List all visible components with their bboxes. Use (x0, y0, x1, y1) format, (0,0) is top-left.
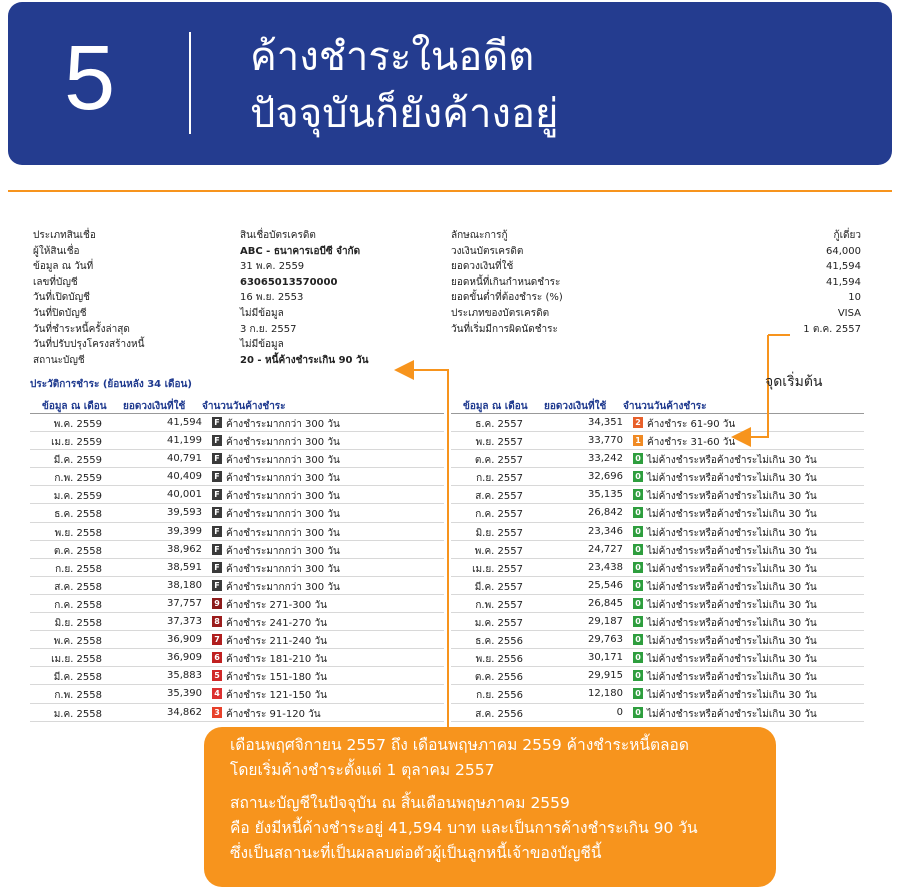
info-value: 31 พ.ค. 2559 (240, 261, 305, 273)
row-status: ค้างชำระ 211-240 วัน (226, 636, 327, 648)
status-code-badge: 0 (633, 544, 643, 555)
row-month: มิ.ย. 2557 (475, 527, 523, 539)
info-value: VISA (837, 307, 861, 319)
table-row (451, 414, 864, 432)
info-row (451, 322, 861, 338)
row-status: ไม่ค้างชำระหรือค้างชำระไม่เกิน 30 วัน (647, 581, 817, 593)
table-row (30, 577, 444, 595)
row-amount: 35,883 (167, 670, 202, 682)
header-month: ข้อมูล ณ เดือน (463, 401, 528, 412)
status-code-badge: F (212, 580, 222, 591)
table-row (451, 577, 864, 595)
callout-line5: ซึ่งเป็นสถานะที่เป็นผลลบต่อตัวผู้เป็นลูกหนี้เจ้าของบัญชีนี้ (230, 844, 602, 862)
table-row (30, 432, 444, 450)
row-amount: 33,242 (588, 453, 623, 465)
info-label: เลขที่บัญชี (33, 276, 78, 288)
header-status: จำนวนวันค้างชำระ (202, 401, 286, 412)
table-row (30, 595, 444, 613)
row-amount: 33,770 (588, 435, 623, 447)
status-code-badge: F (212, 453, 222, 464)
info-row (451, 259, 861, 275)
status-code-badge: 0 (633, 707, 643, 718)
row-amount: 32,696 (588, 471, 623, 483)
status-code-badge: 0 (633, 580, 643, 591)
orange-divider (8, 190, 892, 192)
info-value: 41,594 (826, 276, 861, 288)
status-code-badge: 6 (212, 652, 222, 663)
info-value: สินเชื่อบัตรเครดิต (240, 230, 316, 241)
row-month: ต.ค. 2556 (474, 672, 523, 684)
info-value: ABC - ธนาคารเอบีซี จำกัด (240, 245, 361, 257)
table-row (451, 523, 864, 541)
info-row (451, 228, 861, 244)
row-amount: 0 (616, 706, 623, 718)
row-amount: 41,594 (167, 417, 202, 428)
row-amount: 35,135 (588, 489, 623, 501)
info-label: วันที่ชำระหนี้ครั้งล่าสุด (33, 323, 130, 335)
table-row (30, 450, 444, 468)
row-amount: 36,909 (167, 652, 202, 664)
row-amount: 39,593 (167, 507, 202, 519)
callout-line3: สถานะบัญชีในปัจจุบัน ณ สิ้นเดือนพฤษภาคม 2559 (230, 794, 570, 812)
row-month: เม.ย. 2558 (51, 654, 102, 666)
row-status: ไม่ค้างชำระหรือค้างชำระไม่เกิน 30 วัน (647, 690, 817, 702)
row-month: ส.ค. 2557 (475, 491, 523, 503)
row-month: พ.ย. 2557 (475, 437, 523, 449)
row-status: ไม่ค้างชำระหรือค้างชำระไม่เกิน 30 วัน (647, 563, 817, 575)
status-code-badge: 0 (633, 616, 643, 627)
info-value: ไม่มีข้อมูล (240, 339, 284, 351)
status-code-badge: 1 (633, 435, 643, 446)
info-label: วงเงินบัตรเครดิต (451, 245, 524, 257)
status-code-badge: 0 (633, 507, 643, 518)
start-point-label: จุดเริ่มต้น (765, 374, 823, 390)
table-row (451, 685, 864, 703)
row-month: ก.ย. 2557 (476, 473, 523, 485)
info-value: 41,594 (826, 261, 861, 273)
table-row (30, 486, 444, 504)
title-banner (8, 2, 892, 165)
row-month: ส.ค. 2556 (475, 708, 523, 720)
table-row (30, 704, 444, 722)
row-status: ค้างชำระ 61-90 วัน (647, 419, 736, 430)
status-code-badge: 0 (633, 688, 643, 699)
status-code-badge: 5 (212, 670, 222, 681)
callout-line1: เดือนพฤศจิกายน 2557 ถึง เดือนพฤษภาคม 2559 ค้างชำระหนี้ตลอด (230, 736, 689, 754)
row-amount: 29,915 (588, 670, 623, 682)
row-status: ค้างชำระมากกว่า 300 วัน (226, 419, 340, 430)
status-code-badge: 4 (212, 688, 222, 699)
row-month: ธ.ค. 2557 (475, 419, 523, 430)
summary-callout (204, 727, 776, 887)
info-label: วันที่ปิดบัญชี (33, 307, 87, 319)
row-status: ค้างชำระมากกว่า 300 วัน (226, 437, 340, 449)
table-row (451, 504, 864, 522)
row-month: พ.ย. 2556 (475, 654, 523, 666)
row-amount: 26,842 (588, 507, 623, 519)
row-amount: 24,727 (588, 543, 623, 555)
table-row (451, 486, 864, 504)
status-code-badge: 0 (633, 598, 643, 609)
table-row (30, 523, 444, 541)
status-code-badge: F (212, 417, 222, 428)
info-row (33, 322, 433, 338)
table-row (30, 468, 444, 486)
table-row (30, 613, 444, 631)
row-status: ค้างชำระมากกว่า 300 วัน (226, 545, 340, 557)
status-code-badge: F (212, 489, 222, 500)
table-header (451, 393, 864, 414)
info-row (33, 259, 433, 275)
info-value: 63065013570000 (240, 276, 338, 288)
banner-divider (189, 32, 191, 134)
info-row (33, 353, 433, 369)
row-month: ต.ค. 2557 (474, 455, 523, 467)
table-header (30, 393, 444, 414)
row-month: พ.ค. 2558 (53, 636, 102, 648)
section-number: 5 (64, 27, 116, 129)
row-amount: 34,862 (167, 706, 202, 718)
info-row (33, 290, 433, 306)
callout-line4: คือ ยังมีหนี้ค้างชำระอยู่ 41,594 บาท และเป็นการค้างชำระเกิน 90 วัน (230, 819, 698, 837)
row-month: ม.ค. 2558 (53, 708, 102, 720)
info-value: 1 ต.ค. 2557 (803, 323, 861, 335)
row-amount: 37,373 (167, 616, 202, 628)
row-status: ไม่ค้างชำระหรือค้างชำระไม่เกิน 30 วัน (647, 708, 817, 720)
row-month: พ.ย. 2558 (54, 527, 102, 539)
header-amount: ยอดวงเงินที่ใช้ (544, 401, 607, 412)
row-amount: 38,180 (167, 579, 202, 591)
table-row (451, 559, 864, 577)
info-value: กู้เดี่ยว (833, 230, 861, 241)
row-amount: 25,546 (588, 579, 623, 591)
info-label: ประเภทสินเชื่อ (33, 230, 96, 241)
row-status: ไม่ค้างชำระหรือค้างชำระไม่เกิน 30 วัน (647, 509, 817, 521)
info-label: วันที่ปรับปรุงโครงสร้างหนี้ (33, 339, 145, 351)
banner-title-line1: ค้างชำระในอดีต (250, 34, 535, 80)
table-row (30, 504, 444, 522)
row-status: ไม่ค้างชำระหรือค้างชำระไม่เกิน 30 วัน (647, 672, 817, 684)
info-label: ผู้ให้สินเชื่อ (33, 245, 80, 257)
status-code-badge: 0 (633, 670, 643, 681)
info-value: 3 ก.ย. 2557 (240, 323, 297, 335)
header-month: ข้อมูล ณ เดือน (42, 401, 107, 412)
status-code-badge: 2 (633, 417, 643, 428)
row-amount: 40,791 (167, 453, 202, 465)
info-row (33, 244, 433, 260)
info-label: สถานะบัญชี (33, 354, 85, 366)
row-month: มี.ค. 2559 (53, 455, 102, 467)
row-status: ไม่ค้างชำระหรือค้างชำระไม่เกิน 30 วัน (647, 654, 817, 666)
row-status: ค้างชำระมากกว่า 300 วัน (226, 455, 340, 467)
row-month: มี.ค. 2558 (53, 672, 102, 684)
info-row (33, 306, 433, 322)
row-amount: 37,757 (167, 597, 202, 609)
row-amount: 26,845 (588, 597, 623, 609)
table-row (30, 414, 444, 432)
row-amount: 38,962 (167, 543, 202, 555)
row-month: ก.ค. 2557 (475, 509, 523, 521)
info-label: ข้อมูล ณ วันที่ (33, 261, 94, 273)
status-code-badge: 9 (212, 598, 222, 609)
row-month: ธ.ค. 2558 (54, 509, 102, 521)
banner-title-line2: ปัจจุบันก็ยังค้างอยู่ (250, 91, 559, 137)
row-status: ค้างชำระ 31-60 วัน (647, 437, 736, 449)
status-code-badge: F (212, 507, 222, 518)
status-code-badge: 0 (633, 562, 643, 573)
info-value: 20 - หนี้ค้างชำระเกิน 90 วัน (240, 354, 369, 366)
row-status: ค้างชำระ 151-180 วัน (226, 672, 327, 684)
row-amount: 39,399 (167, 525, 202, 537)
row-month: มิ.ย. 2558 (54, 618, 102, 630)
row-month: พ.ค. 2559 (53, 419, 102, 430)
table-row (451, 631, 864, 649)
info-row (451, 290, 861, 306)
status-code-badge: 0 (633, 453, 643, 464)
row-status: ไม่ค้างชำระหรือค้างชำระไม่เกิน 30 วัน (647, 455, 817, 467)
row-status: ค้างชำระ 121-150 วัน (226, 690, 327, 702)
row-status: ไม่ค้างชำระหรือค้างชำระไม่เกิน 30 วัน (647, 491, 817, 503)
row-status: ไม่ค้างชำระหรือค้างชำระไม่เกิน 30 วัน (647, 473, 817, 485)
table-row (451, 613, 864, 631)
row-month: ก.พ. 2558 (54, 690, 102, 702)
status-code-badge: F (212, 526, 222, 537)
row-amount: 34,351 (588, 417, 623, 428)
row-month: พ.ค. 2557 (474, 545, 523, 557)
history-title: ประวัติการชำระ (ย้อนหลัง 34 เดือน) (30, 379, 192, 390)
info-label: ยอดหนี้ที่เกินกำหนดชำระ (451, 276, 561, 288)
table-row (30, 541, 444, 559)
row-status: ค้างชำระ 91-120 วัน (226, 708, 321, 720)
table-row (30, 559, 444, 577)
status-code-badge: F (212, 471, 222, 482)
table-row (451, 649, 864, 667)
info-label: ยอดขั้นต่ำที่ต้องชำระ (%) (451, 292, 563, 304)
row-month: ม.ค. 2557 (474, 618, 523, 630)
row-status: ค้างชำระมากกว่า 300 วัน (226, 473, 340, 485)
row-status: ค้างชำระมากกว่า 300 วัน (226, 509, 340, 521)
status-code-badge: 3 (212, 707, 222, 718)
row-month: ก.พ. 2559 (54, 473, 102, 485)
row-month: ม.ค. 2559 (53, 491, 102, 503)
table-row (30, 649, 444, 667)
row-month: เม.ย. 2557 (472, 563, 523, 575)
table-row (451, 541, 864, 559)
row-amount: 30,171 (588, 652, 623, 664)
status-code-badge: 7 (212, 634, 222, 645)
row-status: ค้างชำระ 181-210 วัน (226, 654, 327, 666)
row-month: ก.ย. 2558 (55, 563, 102, 575)
status-code-badge: 0 (633, 526, 643, 537)
row-amount: 35,390 (167, 688, 202, 700)
row-month: ก.พ. 2557 (475, 599, 523, 611)
row-status: ค้างชำระมากกว่า 300 วัน (226, 563, 340, 575)
table-row (451, 704, 864, 722)
header-amount: ยอดวงเงินที่ใช้ (123, 401, 186, 412)
status-code-badge: F (212, 544, 222, 555)
account-info-right (451, 228, 861, 337)
info-value: 64,000 (826, 245, 861, 257)
status-code-badge: 0 (633, 634, 643, 645)
account-info-left (33, 228, 433, 368)
table-row (451, 468, 864, 486)
row-amount: 36,909 (167, 634, 202, 646)
history-table-left (30, 393, 444, 722)
row-amount: 12,180 (588, 688, 623, 700)
row-month: ก.ค. 2558 (54, 599, 102, 611)
row-status: ค้างชำระมากกว่า 300 วัน (226, 491, 340, 503)
info-row (33, 275, 433, 291)
row-amount: 23,438 (588, 561, 623, 573)
row-amount: 23,346 (588, 525, 623, 537)
table-row (30, 667, 444, 685)
info-label: วันที่เริ่มมีการผิดนัดชำระ (451, 323, 558, 335)
info-label: ลักษณะการกู้ (451, 230, 508, 241)
row-amount: 29,763 (588, 634, 623, 646)
info-row (451, 275, 861, 291)
row-status: ค้างชำระ 271-300 วัน (226, 599, 327, 611)
row-status: ค้างชำระมากกว่า 300 วัน (226, 527, 340, 539)
row-status: ไม่ค้างชำระหรือค้างชำระไม่เกิน 30 วัน (647, 599, 817, 611)
row-amount: 40,409 (167, 471, 202, 483)
status-code-badge: 8 (212, 616, 222, 627)
row-month: ธ.ค. 2556 (475, 636, 523, 648)
info-label: ยอดวงเงินที่ใช้ (451, 261, 514, 273)
row-month: มี.ค. 2557 (474, 581, 523, 593)
info-row (451, 306, 861, 322)
status-code-badge: F (212, 435, 222, 446)
row-amount: 38,591 (167, 561, 202, 573)
table-row (451, 667, 864, 685)
info-row (451, 244, 861, 260)
info-value: 10 (848, 292, 861, 304)
row-month: เม.ย. 2559 (51, 437, 102, 449)
status-code-badge: F (212, 562, 222, 573)
callout-line2: โดยเริ่มค้างชำระตั้งแต่ 1 ตุลาคม 2557 (230, 761, 495, 779)
row-status: ไม่ค้างชำระหรือค้างชำระไม่เกิน 30 วัน (647, 527, 817, 539)
status-code-badge: 0 (633, 652, 643, 663)
table-row (30, 685, 444, 703)
info-label: ประเภทของบัตรเครดิต (451, 307, 550, 319)
row-amount: 29,187 (588, 616, 623, 628)
row-status: ค้างชำระ 241-270 วัน (226, 618, 327, 630)
row-status: ค้างชำระมากกว่า 300 วัน (226, 581, 340, 593)
row-amount: 40,001 (167, 489, 202, 501)
row-status: ไม่ค้างชำระหรือค้างชำระไม่เกิน 30 วัน (647, 545, 817, 557)
row-month: ก.ย. 2556 (476, 690, 523, 702)
info-row (33, 337, 433, 353)
table-row (30, 631, 444, 649)
info-value: ไม่มีข้อมูล (240, 307, 284, 319)
row-status: ไม่ค้างชำระหรือค้างชำระไม่เกิน 30 วัน (647, 618, 817, 630)
table-row (451, 595, 864, 613)
header-status: จำนวนวันค้างชำระ (623, 401, 707, 412)
row-month: ต.ค. 2558 (53, 545, 102, 557)
status-code-badge: 0 (633, 471, 643, 482)
row-status: ไม่ค้างชำระหรือค้างชำระไม่เกิน 30 วัน (647, 636, 817, 648)
row-amount: 41,199 (167, 435, 202, 447)
info-row (33, 228, 433, 244)
history-table-right (451, 393, 864, 722)
info-value: 16 พ.ย. 2553 (240, 292, 304, 304)
table-row (451, 432, 864, 450)
row-month: ส.ค. 2558 (54, 581, 102, 593)
info-label: วันที่เปิดบัญชี (33, 292, 90, 304)
table-row (451, 450, 864, 468)
status-code-badge: 0 (633, 489, 643, 500)
